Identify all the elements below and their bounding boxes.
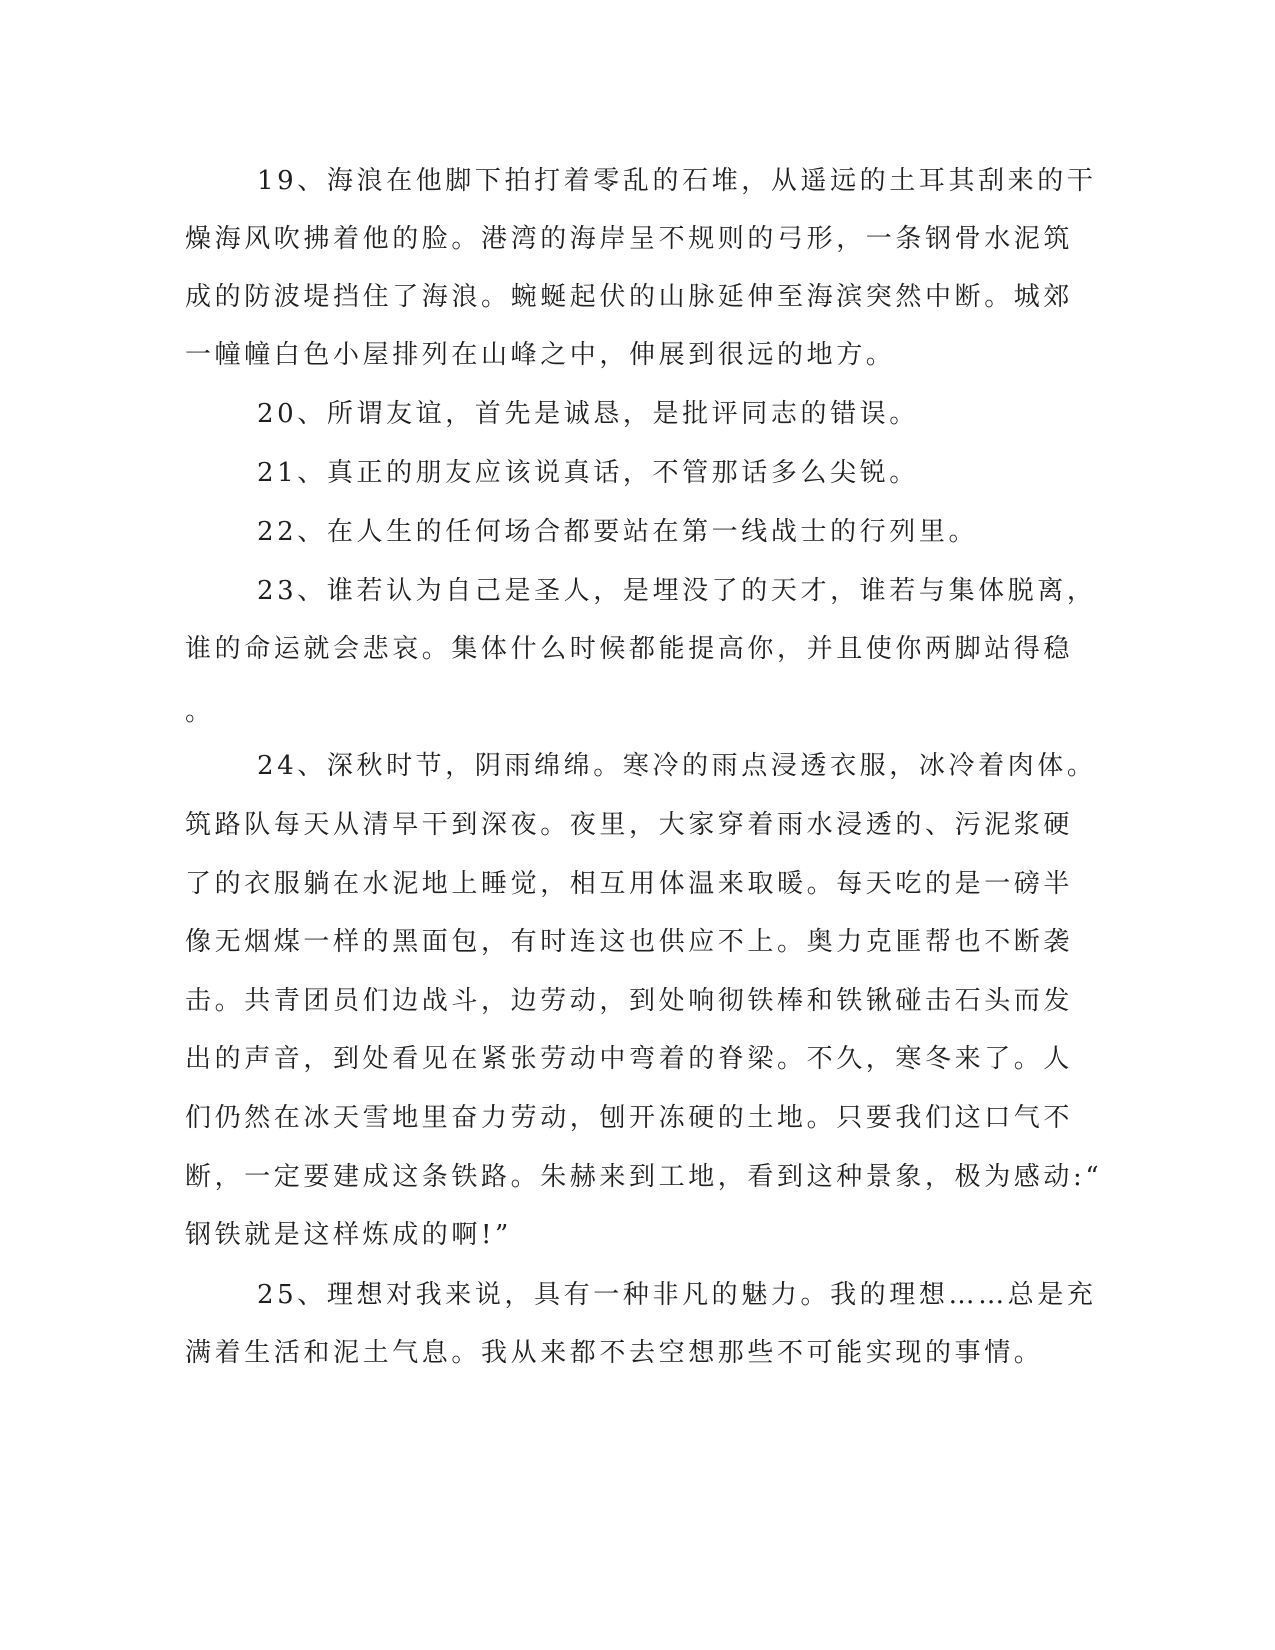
paragraph-24-line-7: 们仍然在冰天雪地里奋力劳动，刨开冻硬的土地。只要我们这口气不 — [185, 1103, 1074, 1133]
paragraph-19-line-4: 一幢幢白色小屋排列在山峰之中，伸展到很远的地方。 — [185, 340, 896, 370]
paragraph-22: 22、在人生的任何场合都要站在第一线战士的行列里。 — [257, 517, 979, 547]
paragraph-24-line-4: 像无烟煤一样的黑面包，有时连这也供应不上。奥力克匪帮也不断袭 — [185, 927, 1074, 957]
paragraph-24-line-6: 出的声音，到处看见在紧张劳动中弯着的脊梁。不久，寒冬来了。人 — [185, 1044, 1074, 1074]
paragraph-24-line-2: 筑路队每天从清早干到深夜。夜里，大家穿着雨水浸透的、污泥浆硬 — [185, 810, 1074, 840]
paragraph-23-line-3: 。 — [185, 697, 215, 727]
paragraph-21: 21、真正的朋友应该说真话，不管那话多么尖锐。 — [257, 458, 919, 488]
paragraph-24-line-1: 24、深秋时节，阴雨绵绵。寒冷的雨点浸透衣服，冰冷着肉体。 — [257, 751, 1097, 781]
paragraph-20: 20、所谓友谊，首先是诚恳，是批评同志的错误。 — [257, 399, 919, 429]
paragraph-25-line-2: 满着生活和泥土气息。我从来都不去空想那些不可能实现的事情。 — [185, 1338, 1044, 1368]
paragraph-23-line-1: 23、谁若认为自己是圣人，是埋没了的天才，谁若与集体脱离， — [257, 576, 1097, 606]
paragraph-23-line-2: 谁的命运就会悲哀。集体什么时候都能提高你，并且使你两脚站得稳 — [185, 634, 1074, 664]
paragraph-24-line-3: 了的衣服躺在水泥地上睡觉，相互用体温来取暖。每天吃的是一磅半 — [185, 869, 1074, 899]
paragraph-19-line-1: 19、海浪在他脚下拍打着零乱的石堆，从遥远的土耳其刮来的干 — [257, 166, 1097, 196]
paragraph-25-line-1: 25、理想对我来说，具有一种非凡的魅力。我的理想……总是充 — [257, 1280, 1097, 1310]
paragraph-19-line-3: 成的防波堤挡住了海浪。蜿蜒起伏的山脉延伸至海滨突然中断。城郊 — [185, 282, 1074, 312]
paragraph-19-line-2: 燥海风吹拂着他的脸。港湾的海岸呈不规则的弓形，一条钢骨水泥筑 — [185, 224, 1074, 254]
paragraph-24-line-8: 断，一定要建成这条铁路。朱赫来到工地，看到这种景象，极为感动:“ — [185, 1162, 1103, 1192]
paragraph-24-line-5: 击。共青团员们边战斗，边劳动，到处响彻铁棒和铁锹碰击石头而发 — [185, 986, 1074, 1016]
paragraph-24-line-9: 钢铁就是这样炼成的啊!” — [185, 1220, 512, 1250]
